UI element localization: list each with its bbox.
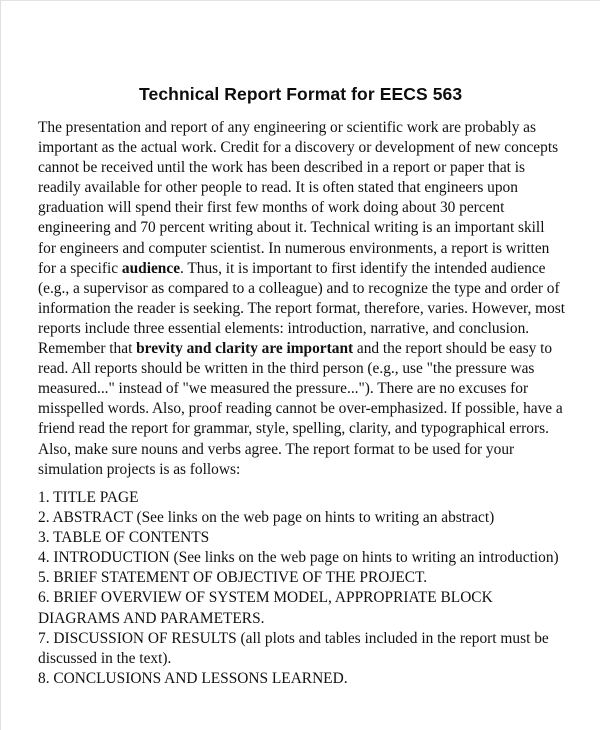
emphasis-run: brevity and clarity are important [136, 340, 354, 358]
report-outline-list [38, 488, 578, 689]
list-item: 7. DISCUSSION OF RESULTS (all plots and tables included in the report must be discussed in the text). [38, 629, 549, 667]
page-title: Technical Report Format for EECS 563 [139, 83, 463, 104]
list-item: 3. TABLE OF CONTENTS [38, 529, 210, 547]
list-item: 2. ABSTRACT (See links on the web page on hints to writing an abstract) [38, 509, 495, 527]
list-item: 5. BRIEF STATEMENT OF OBJECTIVE OF THE PROJECT. [38, 569, 428, 587]
text-run: . Thus, it is important to first identify the intended audience (e.g., a supervisor as compared to a colleague) and to recognize the type and order of information the reader is seeking. The report format, therefore, varies. However, most reports include three essential elements: introduction, narrative, and conclusion. Remember that [38, 259, 566, 358]
text-run: and the report should be easy to read. All reports should be written in the third person (e.g., use "the pressure was measured..." instead of "we measured the pressure..."). There are no excuses for misspelled words. Also, proof reading cannot be over-emphasized. If possible, have a friend read the report for grammar, style, spelling, clarity, and typographical errors. Also, make sure nouns and verbs agree. The report format to be used for your simulation projects is as follows: [38, 340, 563, 478]
list-item: 8. CONCLUSIONS AND LESSONS LEARNED. [38, 669, 348, 687]
emphasis-run: audience [121, 259, 181, 277]
intro-paragraph [38, 118, 566, 480]
list-item: 1. TITLE PAGE [38, 489, 139, 506]
list-item: 6. BRIEF OVERVIEW OF SYSTEM MODEL, APPROPRIATE BLOCK DIAGRAMS AND PARAMETERS. [38, 589, 493, 627]
list-item: 4. INTRODUCTION (See links on the web page on hints to writing an introduction) [38, 549, 559, 567]
body-text-block [38, 118, 566, 480]
text-run: The presentation and report of any engineering or scientific work are probably as important as the actual work. Credit for a discovery or development of new concepts cannot be received until the work has been described in a report or paper that is readily available for other people to read. It is often stated that engineers upon graduation will spend their first few months of work doing about 30 percent engineering and 70 percent writing about it. Technical writing is an important skill for engineers and computer scientist. In numerous environments, a report is written for a specific [38, 119, 559, 277]
